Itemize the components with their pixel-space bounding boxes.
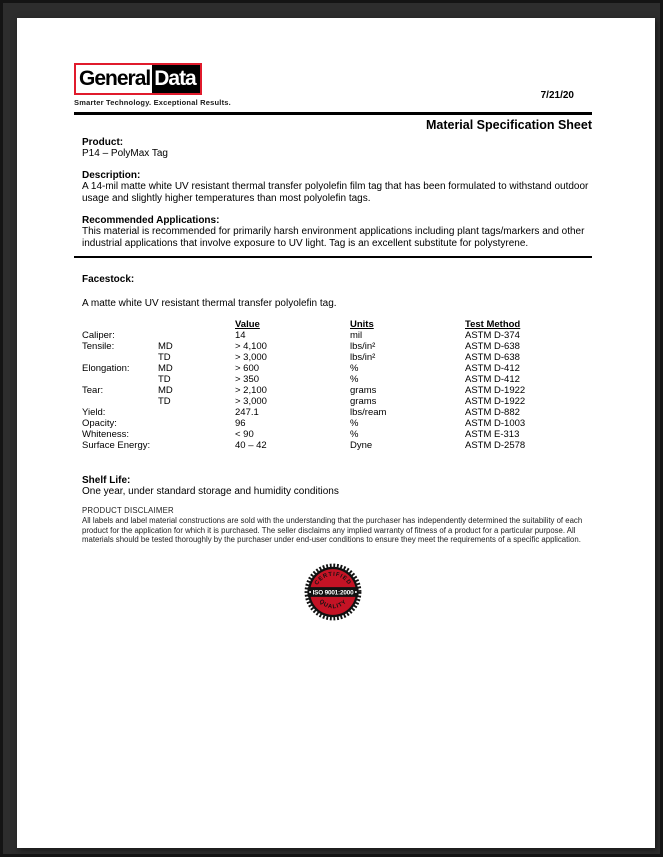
cell-property: Tear:: [82, 385, 104, 396]
table-row: [82, 385, 592, 396]
badge-center-text: ISO 9001:2000: [312, 588, 354, 596]
cell-property: Surface Energy:: [82, 440, 151, 451]
logo-tagline: Smarter Technology. Exceptional Results.: [74, 98, 231, 107]
cell-method: ASTM D-374: [465, 330, 520, 341]
cell-method: ASTM D-638: [465, 341, 520, 352]
cell-direction: [158, 418, 235, 429]
cell-property: Caliper:: [82, 330, 115, 341]
shelf-life-text: One year, under standard storage and humidity conditions: [82, 486, 339, 497]
cell-units: lbs/in²: [350, 352, 376, 363]
cell-value: < 90: [235, 429, 254, 440]
cell-property: [82, 396, 158, 407]
cell-units: lbs/ream: [350, 407, 387, 418]
section-applications: [82, 215, 592, 250]
cell-direction: MD: [158, 363, 173, 374]
table-row: [82, 418, 592, 429]
section-divider: [74, 256, 592, 258]
table-row: [82, 429, 592, 440]
cell-direction: [158, 429, 235, 440]
col-header-units: Units: [350, 319, 374, 330]
spec-table-header-row: [82, 319, 592, 330]
document-title: Material Specification Sheet: [425, 118, 592, 132]
disclaimer-text: All labels and label material constructions are sold with the understanding that the purchaser has independently determined the suitability of each product for the application for which it is purchased. The seller disclaims any implied warranty of fitness of a product for a particular purpose. All materials should be tested thoroughly by the purchaser under end-user conditions to ensure they meet the requirements of a specific application.: [82, 516, 583, 544]
col-spacer-direction: [158, 319, 235, 330]
cell-value: > 350: [235, 374, 260, 385]
badge-top-text: CERTIFIED: [313, 571, 353, 586]
cell-value: 14: [235, 330, 246, 341]
cell-direction: [158, 407, 235, 418]
cell-units: mil: [350, 330, 363, 341]
cell-value: 247.1: [235, 407, 259, 418]
cell-units: %: [350, 429, 359, 440]
facestock-heading: Facestock:: [82, 274, 135, 285]
cell-units: lbs/in²: [350, 341, 376, 352]
cell-units: grams: [350, 385, 377, 396]
shelf-life-heading: Shelf Life:: [82, 475, 131, 486]
section-product: [82, 137, 592, 160]
table-row: [82, 330, 592, 341]
cell-direction: [158, 330, 235, 341]
cell-value: > 2,100: [235, 385, 267, 396]
col-spacer-property: [82, 319, 158, 330]
disclaimer-heading: PRODUCT DISCLAIMER: [82, 506, 174, 515]
applications-heading: Recommended Applications:: [82, 215, 220, 226]
table-row: [82, 407, 592, 418]
cell-value: 40 – 42: [235, 440, 267, 451]
iso-certification-badge: [74, 563, 592, 621]
description-heading: Description:: [82, 170, 141, 181]
cell-value: > 3,000: [235, 352, 267, 363]
document-page: [17, 18, 655, 848]
cell-property: [82, 352, 158, 363]
cell-method: ASTM E-313: [465, 429, 520, 440]
cell-direction: TD: [158, 352, 171, 363]
document-date: 7/21/20: [540, 90, 574, 101]
table-row: [82, 352, 592, 363]
applications-text: This material is recommended for primarily harsh environment applications including plant tags/markers and other industrial applications that involve exposure to UV light. Tag is an excellent substitute for polystyrene.: [82, 226, 585, 249]
cell-direction: MD: [158, 341, 173, 352]
cell-property: Opacity:: [82, 418, 117, 429]
cell-method: ASTM D-1922: [465, 385, 526, 396]
cell-direction: TD: [158, 374, 171, 385]
cell-units: %: [350, 374, 359, 385]
cell-property: [82, 374, 158, 385]
cell-method: ASTM D-1922: [465, 396, 526, 407]
table-row: [82, 440, 592, 451]
cell-property: Elongation:: [82, 363, 130, 374]
cell-value: 96: [235, 418, 246, 429]
section-shelf-life: [82, 475, 592, 498]
col-header-value: Value: [235, 319, 260, 330]
section-description: [82, 170, 592, 205]
cell-direction: TD: [158, 396, 171, 407]
table-row: [82, 374, 592, 385]
logo-text-data: Data: [152, 65, 200, 93]
table-row: [82, 341, 592, 352]
cell-direction: MD: [158, 385, 173, 396]
company-logo: [74, 63, 202, 95]
col-header-method: Test Method: [465, 319, 521, 330]
cell-method: ASTM D-412: [465, 374, 520, 385]
section-facestock: [82, 274, 592, 309]
cell-method: ASTM D-1003: [465, 418, 526, 429]
document-header: [74, 63, 592, 106]
cell-direction: [158, 440, 235, 451]
cell-units: %: [350, 418, 359, 429]
description-text: A 14-mil matte white UV resistant thermal transfer polyolefin film tag that has been formulated to withstand outdoor usage and slightly higher temperatures than most polyolefin tags.: [82, 181, 589, 204]
cell-value: > 4,100: [235, 341, 267, 352]
cell-property: Yield:: [82, 407, 106, 418]
header-divider: [74, 112, 592, 115]
cell-units: grams: [350, 396, 377, 407]
cell-method: ASTM D-882: [465, 407, 520, 418]
cell-method: ASTM D-638: [465, 352, 520, 363]
cell-value: > 600: [235, 363, 260, 374]
logo-text-general: General: [76, 65, 152, 93]
table-row: [82, 363, 592, 374]
cell-property: Whiteness:: [82, 429, 129, 440]
cell-value: > 3,000: [235, 396, 267, 407]
product-name: P14 – PolyMax Tag: [82, 148, 168, 159]
product-heading: Product:: [82, 137, 124, 148]
facestock-intro: A matte white UV resistant thermal transfer polyolefin tag.: [82, 298, 337, 309]
cell-property: Tensile:: [82, 341, 115, 352]
certified-seal-icon: [304, 563, 362, 621]
cell-units: %: [350, 363, 359, 374]
cell-method: ASTM D-412: [465, 363, 520, 374]
section-disclaimer: [82, 506, 592, 545]
cell-method: ASTM D-2578: [465, 440, 526, 451]
cell-units: Dyne: [350, 440, 373, 451]
table-row: [82, 396, 592, 407]
badge-bottom-text: QUALITY: [317, 598, 349, 610]
spec-table: [82, 319, 592, 451]
